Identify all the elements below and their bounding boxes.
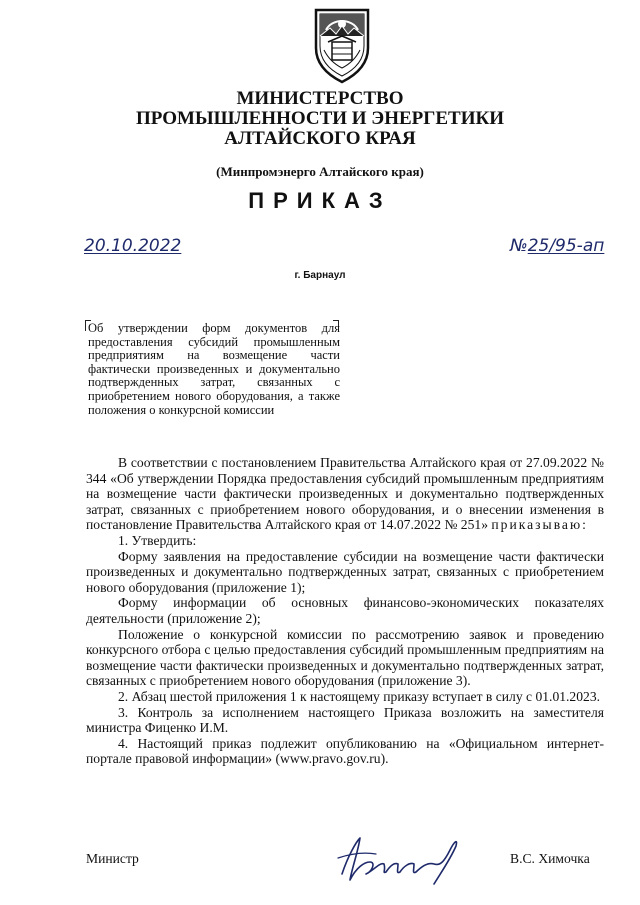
handwritten-signature (330, 828, 480, 888)
ministry-name-line-3: АЛТАЙСКОГО КРАЯ (224, 128, 416, 149)
item-4: 4. Настоящий приказ подлежит опубликованию на «Официальном интернет-портале правовой информации» (www.pravo.gov.ru). (86, 735, 604, 767)
item-2: 2. Абзац шестой приложения 1 к настоящему приказу вступает в силу с 01.01.2023. (118, 688, 601, 704)
signer-name: В.С. Химочка (510, 851, 590, 866)
ministry-name-line-1: МИНИСТЕРСТВО (236, 88, 404, 109)
order-date: 20.10.2022 (84, 236, 182, 256)
preamble-paragraph (86, 455, 604, 533)
item-3: 3. Контроль за исполнением настоящего Приказа возложить на заместителя министра Фиценко И.М. (86, 704, 604, 736)
item-1-b: Форму информации об основных финансово-экономических показателях деятельности (приложение 2); (86, 595, 604, 626)
order-body (86, 455, 604, 767)
order-number-value: 25/95-ап (527, 236, 605, 256)
item-1: 1. Утвердить: (118, 532, 197, 548)
signer-title: Министр (86, 851, 139, 866)
order-subject: Об утверждении форм документов для предоставления субсидий промышленным предприятиям на возмещение части фактически произведенных и документально подтвержденных затрат, связанных с приобретением нового оборудования, а также положения о конкурсной комиссии (88, 321, 340, 417)
preamble-text: В соответствии с постановлением Правительства Алтайского края от 27.09.2022 № 344 «Об утверждении Порядка предоставления субсидий промышленным предприятиям на возмещение части фактически произведенных и документально подтвержденных затрат, связанных с приобретением нового оборудования, и о внесении изменения в постановление Правительства Алтайского края от 14.07.2022 № 251» (86, 455, 604, 533)
order-number-prefix: № (510, 236, 528, 256)
city-label: г. Барнаул (294, 270, 346, 281)
order-number (510, 236, 604, 256)
coat-of-arms-icon (306, 6, 378, 84)
order-word: приказываю: (491, 517, 588, 533)
item-1-a: Форму заявления на предоставление субсидии на возмещение части фактически произведенных и документально подтвержденных затрат, связанных с приобретением нового оборудования (приложение 1); (86, 548, 604, 595)
ministry-short-name: (Минпромэнерго Алтайского края) (216, 164, 424, 179)
document-type-title: ПРИКАЗ (248, 188, 392, 213)
ministry-name-line-2: ПРОМЫШЛЕННОСТИ И ЭНЕРГЕТИКИ (135, 108, 505, 129)
item-1-c: Положение о конкурсной комиссии по рассмотрению заявок и проведению конкурсного отбора с целью предоставления субсидий промышленным предприятиям на возмещение части фактически произведенных и документально подтвержденных затрат, связанных с приобретением нового оборудования (приложение 3). (86, 626, 604, 689)
